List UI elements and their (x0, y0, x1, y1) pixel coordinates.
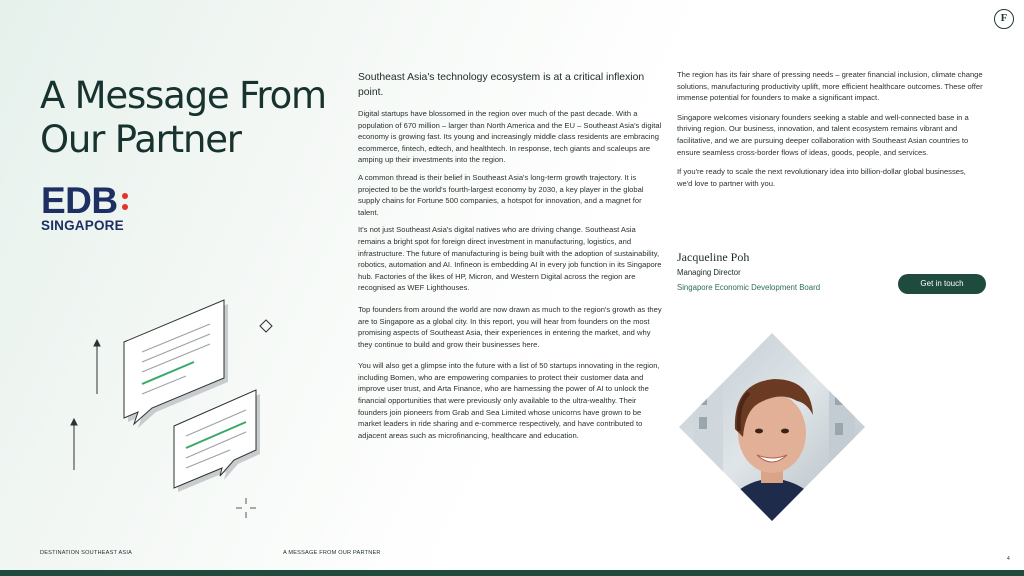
edb-dots-icon (122, 193, 128, 210)
signature-name: Jacqueline Poh (677, 250, 750, 264)
portrait-photo (679, 333, 865, 521)
title-line-2: Our Partner (40, 118, 241, 161)
arrow-up-icon (94, 340, 100, 394)
body-paragraph: Singapore welcomes visionary founders seeking a stable and well-connected base in a thriving region. Our business, innovation, and talent ecosystem remains vibrant and facilitative, and we are pursuing deeper collaboration with Southeast Asian countries to ensure seamless cross-border flows of ideas, goods, people, and services. (677, 112, 969, 157)
body-paragraph: The region has its fair share of pressing needs – greater financial inclusion, climate change solutions, manufacturing productivity uplift, more efficient healthcare outcomes. These offer immense potential for founders to make a significant impact. (677, 70, 983, 103)
message-column-2 (677, 69, 983, 197)
diamond-icon (260, 320, 272, 332)
signature-role: Managing Director (677, 268, 741, 277)
arrow-up-icon (71, 419, 77, 470)
chat-bubbles-illustration (60, 290, 290, 530)
body-paragraph: Digital startups have blossomed in the region over much of the past decade. With a population of 670 million – larger than North America and the EU – Southeast Asia's digital economy is growing fast. Its young and increasingly middle class residents are embracing ecommerce, fintech, edtech, and healthtech. In response, tech giants and scaleups are amping up their investments into the region. (358, 109, 662, 165)
bottom-brand-bar (0, 570, 1024, 576)
sparkle-icon (236, 498, 256, 518)
footer-section-title: A MESSAGE FROM OUR PARTNER (283, 550, 381, 556)
lead-paragraph: Southeast Asia's technology ecosystem is at a critical inflexion point. (358, 72, 645, 98)
chat-bubble-front (174, 390, 260, 492)
body-paragraph: It's not just Southeast Asia's digital natives who are driving change. Southeast Asia remains a bright spot for foreign direct investment in manufacturing, logistics, and infrastructure. The future of manufacturing is being built with the adoption of sustainability, robotics, automation and AI. Infineon is embedding AI in every job function in its Singapore hub. Factories of the likes of HP, Micron, and Western Digital across the region are recognised as WEF Lighthouses. (358, 225, 662, 293)
edb-singapore-logo (41, 180, 128, 233)
body-paragraph: Top founders from around the world are now drawn as much to the region's growth as they are to Singapore as a global city. In this report, you will hear from founders on the most promising aspects of Southeast Asia, their experiences in entering the market, and why they continue to build and grow their businesses here. (358, 304, 662, 349)
get-in-touch-button[interactable]: Get in touch (898, 274, 986, 294)
brand-logo-icon: F (994, 9, 1014, 29)
edb-wordmark (41, 180, 128, 221)
body-paragraph: You will also get a glimpse into the future with a list of 50 startups innovating in the region, including Bomen, who are empowering companies to protect their customer data and improve user trust, and Arta Finance, who are harnessing the power of AI to unlock the financial opportunities that were previously only available to the ultra-wealthy. Their founders join pioneers from Grab and Sea Limited whose unicorns have grown to be market leaders in ride sharing and e-commerce respectively, and have contributed to adjacent areas such as microfinancing, healthcare and education. (358, 361, 660, 440)
page-title (40, 74, 340, 162)
title-line-1: A Message From (40, 74, 326, 117)
signature-organization: Singapore Economic Development Board (677, 283, 821, 292)
edb-wordmark-text: EDB (41, 180, 118, 221)
body-paragraph: If you're ready to scale the next revolutionary idea into billion-dollar global businesses, we'd love to partner with you. (677, 167, 966, 188)
footer-report-title: DESTINATION SOUTHEAST ASIA (40, 550, 133, 556)
page-number: 4 (1007, 556, 1010, 562)
message-column-1 (358, 70, 664, 447)
edb-subtitle: SINGAPORE (41, 218, 124, 233)
body-paragraph: A common thread is their belief in Southeast Asia's long-term growth trajectory. It is projected to be the world's fourth-largest economy by 2030, a key player in the global supply chains for Fortune 500 companies, a hotspot for innovation, and a magnet for talent. (358, 172, 644, 217)
